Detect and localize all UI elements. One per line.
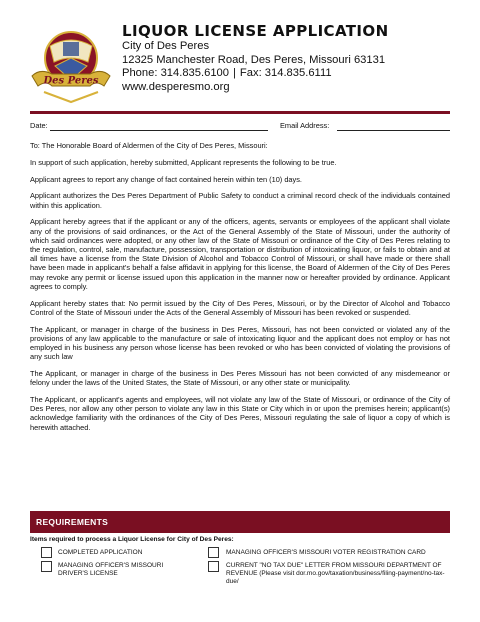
compliance-paragraph: The Applicant, or applicant's agents and employees, will not violate any law of the State of Missouri, or ordinance of the City of Des Peres, nor allow any other person to violate any law in this State or City which in or upon the premises herein; applicant(s) acknowledge familiarity with the ordinances of the City of Des Peres, Missouri regulating the sale of liquor a copy of which is herewith attached. bbox=[30, 395, 450, 432]
record-check-paragraph: Applicant authorizes the Des Peres Department of Public Safety to conduct a criminal record check of the individuals contained within this application. bbox=[30, 191, 450, 210]
salutation-paragraph: To: The Honorable Board of Aldermen of the City of Des Peres, Missouri: bbox=[30, 141, 268, 150]
email-label: Email Address: bbox=[280, 121, 330, 130]
application-body bbox=[30, 121, 450, 439]
city-seal-logo bbox=[30, 28, 112, 106]
requirement-voter-registration: MANAGING OFFICER'S MISSOURI VOTER REGISTRATION CARD bbox=[226, 549, 426, 556]
support-paragraph: In support of such application, hereby submitted, Applicant represents the following to be true. bbox=[30, 157, 337, 167]
revocation-paragraph: Applicant hereby agrees that if the applicant or any of the officers, agents, servants or employees of the applicant shall violate any of the provisions of said ordinances, or the Act of the General Assembly of the State of Missouri, under the authority of which said ordinances were adopted, or any other law of the State of Missouri or ordinance of the City of Des Peres relating to the regulation, control, sale, manufacture, possession, transportation or distribution of intoxicating liquor, or fails to obtain and at all times have a license from the State Division of Alcohol and Tobacco Control of Missouri, or shall have made or there shall have been made in applicant's behalf a false affidavit in applying for this license, the Board of Aldermen of the City of Des Peres may revoke any permit or license issued upon this application in the manner now or hereafter provided by ordinance. Applicant agrees to comply. bbox=[30, 217, 450, 291]
checkbox-drivers-license[interactable] bbox=[41, 561, 52, 572]
no-conviction-paragraph: The Applicant, or manager in charge of the business in Des Peres Missouri has not been convicted of any misdemeanor or felony under the laws of the United States, the State of Missouri, or any other state or municipality. bbox=[30, 369, 450, 388]
requirements-subtitle: Items required to process a Liquor License for City of Des Peres: bbox=[30, 536, 234, 543]
requirements-header bbox=[30, 511, 450, 533]
requirements-title: REQUIREMENTS bbox=[36, 517, 109, 527]
phone-number: Phone: 314.835.6100 bbox=[122, 67, 230, 79]
svg-text:Des Peres: Des Peres bbox=[43, 75, 99, 87]
header-text-block bbox=[122, 22, 389, 94]
contact-separator: | bbox=[233, 67, 236, 79]
contact-line bbox=[122, 67, 389, 81]
street-address: 12325 Manchester Road, Des Peres, Missouri 63131 bbox=[122, 53, 386, 66]
fax-number: Fax: 314.835.6111 bbox=[239, 67, 332, 79]
header-divider bbox=[30, 111, 450, 114]
spacer bbox=[30, 133, 450, 141]
date-label: Date: bbox=[30, 121, 48, 130]
report-change-paragraph: Applicant agrees to report any change of fact contained herein within ten (10) days. bbox=[30, 174, 302, 184]
requirement-no-tax-due-letter: CURRENT "NO TAX DUE" LETTER FROM MISSOURI DEPARTMENT OF REVENUE (Please visit dor.mo.gov/taxation/business/filing-payment/no-tax-due/ bbox=[226, 562, 445, 585]
checkbox-completed-application[interactable] bbox=[41, 547, 52, 558]
city-name: City of Des Peres bbox=[122, 40, 210, 52]
document-title: LIQUOR LICENSE APPLICATION bbox=[122, 22, 389, 40]
no-permit-revoked-paragraph: Applicant hereby states that: No permit issued by the City of Des Peres, Missouri, or by the Director of Alcohol and Tobacco Control of the State of Missouri under the Acts of the General Assembly of Missouri has been revoked or suspended. bbox=[30, 298, 450, 317]
requirement-drivers-license: MANAGING OFFICER'S MISSOURI DRIVER'S LICENSE bbox=[58, 562, 164, 577]
website-link[interactable]: www.desperesmo.org bbox=[122, 80, 230, 93]
date-field[interactable] bbox=[50, 130, 268, 131]
checkbox-no-tax-due-letter[interactable] bbox=[208, 561, 219, 572]
letterhead bbox=[30, 22, 450, 110]
checkbox-voter-registration[interactable] bbox=[208, 547, 219, 558]
date-email-row bbox=[30, 121, 450, 133]
email-field[interactable] bbox=[337, 130, 450, 131]
requirement-completed-application: COMPLETED APPLICATION bbox=[58, 549, 143, 556]
no-liquor-violation-paragraph: The Applicant, or manager in charge of the business in Des Peres, Missouri, has not been convicted or violated any of the provisions of any law applicable to the manufacture or sale of intoxicating liquor and the applicant does not employ or has not employed in his business any person whose license has been revoked or who has been convicted of violating the provisions of any such law bbox=[30, 324, 450, 362]
